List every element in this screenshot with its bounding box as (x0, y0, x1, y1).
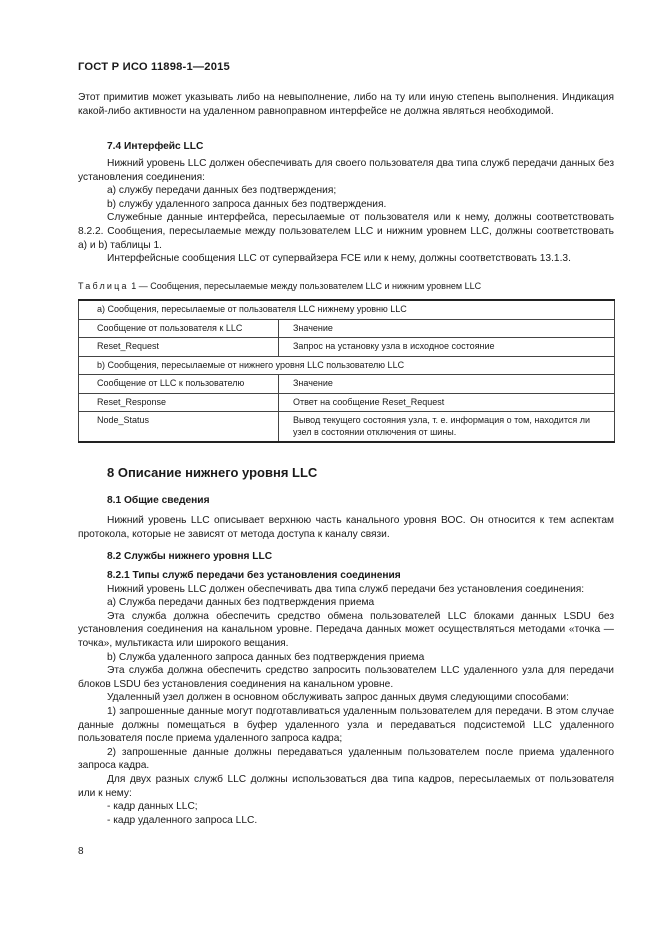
table-caption-label: Таблица (78, 281, 129, 291)
section-8-title: 8 Описание нижнего уровня LLC (107, 465, 318, 480)
table-cell: Вывод текущего состояния узла, т. е. информация о том, находится ли узел в состоянии отключения от шины. (279, 412, 615, 443)
list-item: - кадр удаленного запроса LLC. (107, 814, 258, 826)
paragraph: Нижний уровень LLC должен обеспечивать два типа служб передачи без установления соединения: (107, 583, 585, 595)
section-8-1-title: 8.1 Общие сведения (107, 495, 210, 506)
table-header-cell: Сообщение от пользователя к LLC (79, 319, 279, 338)
paragraph: b) Служба удаленного запроса данных без подтверждения приема (107, 651, 425, 663)
section-7-4-body (78, 157, 614, 266)
table-header-cell: Сообщение от LLC к пользователю (79, 375, 279, 394)
table-header-cell: Значение (279, 319, 615, 338)
paragraph: Служебные данные интерфейса, пересылаемые от пользователя или к нему, должны соответствовать 8.2.2. Сообщения, пересылаемые между пользователем LLC и нижним уровнем LLC, должны соответствовать a) и b) таблицы 1. (78, 212, 614, 251)
table-row (79, 338, 615, 357)
paragraph: Эта служба должна обеспечить средство обмена пользователей LLC блоками данных LSDU без установления соединения на канальном уровне. Передача данных может осуществляться методами «точка — точка», мультикаста или широкого вещания. (78, 610, 614, 649)
table-caption (78, 281, 481, 291)
table-row (79, 412, 615, 443)
table-header-row (79, 319, 615, 338)
list-item: - кадр данных LLC; (107, 801, 198, 813)
section-7-4-title: 7.4 Интерфейс LLC (107, 141, 204, 152)
table-header-row (79, 375, 615, 394)
table-section-row (79, 300, 615, 319)
paragraph: Эта служба должна обеспечить средство запросить пользователем LLC удаленного узла для передачи блоков LSDU без установления соединения на канальном уровне. (78, 665, 614, 690)
section-8-2-title: 8.2 Службы нижнего уровня LLC (107, 551, 273, 562)
intro-block (78, 91, 614, 118)
page-number: 8 (78, 846, 84, 857)
intro-paragraph: Этот примитив может указывать либо на невыполнение, либо на ту или иную степень выполнения. Индикация какой-либо активности на удаленном равноправном интерфейсе не должна являться необходимой. (78, 92, 614, 117)
paragraph: 1) запрошенные данные могут подготавливаться удаленным пользователем для передачи. В этом случае данные должны помещаться в буфер удаленного узла и передаваться подсистемой LLC удаленного пользователя после приема удаленного запроса кадра; (78, 705, 614, 745)
section-8-1-body (78, 514, 614, 541)
list-item: b) службу удаленного запроса данных без подтверждения. (107, 198, 387, 210)
table-row (79, 393, 615, 412)
document-header: ГОСТ Р ИСО 11898-1—2015 (78, 61, 230, 73)
paragraph: Для двух разных служб LLC должны использоваться два типа кадров, пересылаемых от пользователя или к нему: (78, 773, 614, 799)
section-8-2-1-title: 8.2.1 Типы служб передачи без установления соединения (107, 570, 401, 581)
table-cell: Запрос на установку узла в исходное состояние (279, 338, 615, 357)
paragraph: Удаленный узел должен в основном обслуживать запрос данных двумя следующими способами: (107, 692, 569, 704)
table-section-a: a) Сообщения, пересылаемые от пользователя LLC нижнему уровню LLC (79, 300, 615, 319)
table-cell: Ответ на сообщение Reset_Request (279, 393, 615, 412)
paragraph: Интерфейсные сообщения LLC от супервайзера FCE или к нему, должны соответствовать 13.1.3. (107, 253, 571, 265)
table-cell: Reset_Response (79, 393, 279, 412)
table-cell: Reset_Request (79, 338, 279, 357)
table-section-row (79, 356, 615, 375)
table-section-b: b) Сообщения, пересылаемые от нижнего уровня LLC пользователю LLC (79, 356, 615, 375)
table-caption-text: 1 — Сообщения, пересылаемые между пользователем LLC и нижним уровнем LLC (128, 281, 482, 291)
section-8-2-body (78, 569, 614, 827)
paragraph: a) Служба передачи данных без подтверждения приема (107, 597, 375, 609)
table-cell: Node_Status (79, 412, 279, 443)
paragraph: Нижний уровень LLC описывает верхнюю часть канального уровня ВОС. Он относится к тем аспектам протокола, которые не зависят от метода доступа к каналу связи. (78, 515, 614, 540)
paragraph: 2) запрошенные данные должны передаваться удаленным пользователем после приема удаленного запроса кадра. (78, 746, 614, 772)
table-header-cell: Значение (279, 375, 615, 394)
list-item: a) службу передачи данных без подтверждения; (107, 185, 337, 197)
table-1 (78, 299, 615, 443)
paragraph: Нижний уровень LLC должен обеспечивать для своего пользователя два типа служб передачи данных без установления соединения: (78, 158, 614, 183)
